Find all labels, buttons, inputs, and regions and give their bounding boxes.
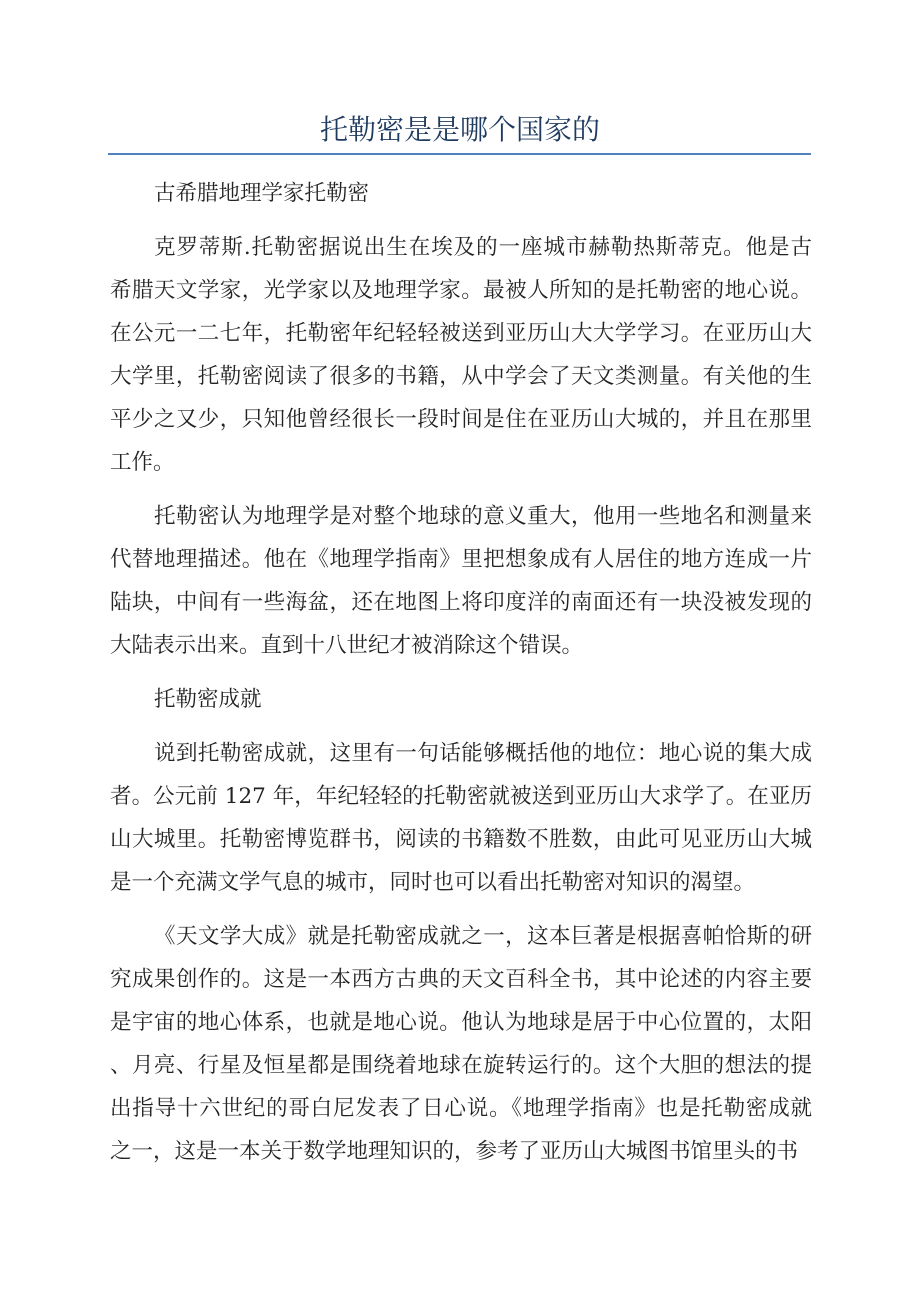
text-line: 出指导十六世纪的哥白尼发表了日心说。《地理学指南》也是托勒密成就 bbox=[110, 1096, 812, 1121]
text-line: 大学里，托勒密阅读了很多的书籍，从中学会了天文类测量。有关他的生 bbox=[110, 364, 812, 389]
text-line: 究成果创作的。这是一本西方古典的天文百科全书，其中论述的内容主要 bbox=[110, 967, 812, 992]
text-line: 代替地理描述。他在《地理学指南》里把想象成有人居住的地方连成一片 bbox=[110, 547, 812, 572]
text-line: 托勒密成就 bbox=[154, 687, 262, 712]
text-line: 陆块，中间有一些海盆，还在地图上将印度洋的南面还有一块没被发现的 bbox=[110, 590, 812, 615]
text-line: 希腊天文学家，光学家以及地理学家。最被人所知的是托勒密的地心说。 bbox=[110, 278, 812, 303]
text-line: 克罗蒂斯.托勒密据说出生在埃及的一座城市赫勒热斯蒂克。他是古 bbox=[154, 235, 812, 260]
text-line: 是一个充满文学气息的城市，同时也可以看出托勒密对知识的渴望。 bbox=[110, 870, 756, 895]
title-underline bbox=[108, 153, 811, 155]
text-line: 说到托勒密成就，这里有一句话能够概括他的地位：地心说的集大成 bbox=[154, 741, 812, 766]
text-line: 之一，这是一本关于数学地理知识的，参考了亚历山大城图书馆里头的书 bbox=[110, 1139, 799, 1164]
text-line: 托勒密认为地理学是对整个地球的意义重大，他用一些地名和测量来 bbox=[154, 504, 812, 529]
paragraph bbox=[110, 226, 812, 484]
document-title: 托勒密是是哪个国家的 bbox=[319, 113, 600, 146]
paragraph bbox=[110, 915, 812, 1173]
section-heading bbox=[110, 172, 812, 215]
text-line: 平少之又少，只知他曾经很长一段时间是住在亚历山大城的，并且在那里 bbox=[110, 407, 812, 432]
text-line: 、月亮、行星及恒星都是围绕着地球在旋转运行的。这个大胆的想法的提 bbox=[110, 1053, 812, 1078]
text-line: 《天文学大成》就是托勒密成就之一，这本巨著是根据喜帕恰斯的研 bbox=[154, 924, 812, 949]
text-line: 大陆表示出来。直到十八世纪才被消除这个错误。 bbox=[110, 633, 584, 658]
text-line: 者。公元前 127 年，年纪轻轻的托勒密就被送到亚历山大求学了。在亚历 bbox=[110, 784, 812, 809]
text-line: 山大城里。托勒密博览群书，阅读的书籍数不胜数，由此可见亚历山大城 bbox=[110, 827, 812, 852]
text-line: 工作。 bbox=[110, 450, 175, 475]
document-body bbox=[110, 172, 812, 1184]
text-line: 在公元一二七年，托勒密年纪轻轻被送到亚历山大大学学习。在亚历山大 bbox=[110, 321, 812, 346]
paragraph bbox=[110, 495, 812, 667]
paragraph bbox=[110, 732, 812, 904]
section-heading bbox=[110, 678, 812, 721]
text-line: 是宇宙的地心体系，也就是地心说。他认为地球是居于中心位置的，太阳 bbox=[110, 1010, 812, 1035]
text-line: 古希腊地理学家托勒密 bbox=[154, 181, 370, 206]
